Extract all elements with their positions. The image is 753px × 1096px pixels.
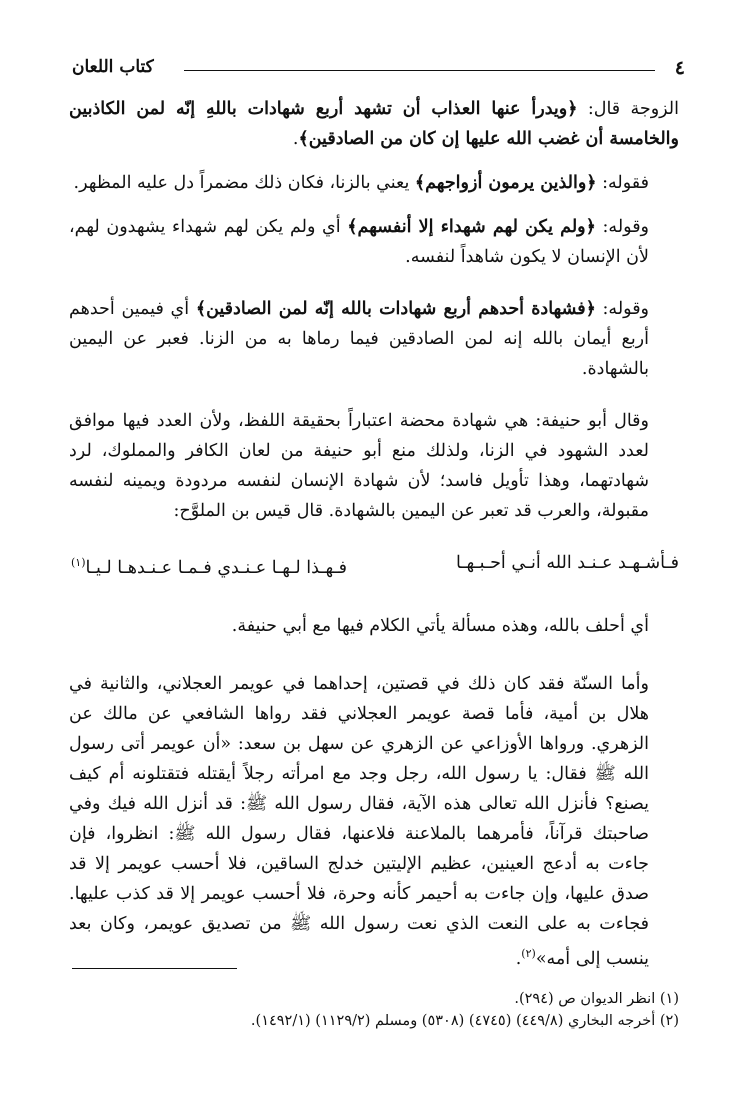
poetry-verse: [69, 548, 679, 583]
verse-second-text: فـهـذا لـهـا عـنـدي فـمـا عـنـدهـا لـيـا: [85, 557, 348, 578]
header-rule: [184, 70, 655, 71]
verse-second-hemistich: [71, 548, 347, 583]
footnotes: [69, 988, 679, 1032]
footnote-ref-2: (٢): [521, 946, 536, 960]
footnote-ref-1: (١): [71, 556, 86, 569]
main-text: [69, 94, 679, 974]
paragraph-tail: .: [292, 129, 299, 149]
quran-quote: ﴿ويدرأ عنها العذاب أن تشهد أربع شهادات باللهِ إنّه لمن الكاذبين والخامسة أن غضب الله عليها إن كان من الصادقين﴾: [69, 99, 679, 149]
paragraph-lead: وقوله:: [595, 299, 650, 319]
quran-quote: ﴿فشهادة أحدهم أربع شهادات بالله إنّه لمن الصادقين﴾: [195, 299, 596, 319]
footnote-1: (١) انظر الديوان ص (٢٩٤).: [514, 991, 679, 1007]
sunnah-end: .: [515, 948, 522, 969]
page-header: [72, 55, 685, 81]
paragraph-2: [69, 168, 679, 198]
running-title: كتاب اللعان: [72, 57, 154, 77]
paragraph-lead: فقوله:: [596, 173, 649, 193]
paragraph-tail: أي فيمين أحدهم أربع أيمان بالله إنه لمن الصادقين فيما رماها به من الزنا. فعبر عن اليمين بالشهادة.: [69, 299, 649, 379]
quran-quote: ﴿ولم يكن لهم شهداء إلا أنفسهم﴾: [347, 217, 596, 237]
paragraph-4: [69, 294, 679, 384]
paragraph-lead: وقوله:: [595, 217, 650, 237]
sunnah-text: وأما السنّة فقد كان ذلك في قصتين، إحداهما في عويمر العجلاني، والثانية في هلال بن أمية، فأما قصة عويمر العجلاني فقد رواها الشافعي عن مالك عن الزهري. ورواها الأوزاعي عن الزهري عن سهل بن سعد: «أن عويمر أتى رسول الله ﷺ فقال: يا رسول الله، رجل وجد مع امرأته رجلاً أيقتله فتقتلونه أم كيف يصنع؟ فأنزل الله تعالى هذه الآية، فقال رسول الله ﷺ: قد أنزل الله فيك وفي صاحبتك قرآناً، فأمرهما بالملاعنة فلاعنها، فقال رسول الله ﷺ: انظروا، فإن جاءت به أدعج العينين، عظيم الإليتين خدلج الساقين، فلا أحسب عويمر إلا قد صدق عليها، وإن جاءت به أحيمر كأنه وحرة، فلا أحسب عويمر إلا قد كذب عليها. فجاءت به على النعت الذي نعت رسول الله ﷺ من تصديق عويمر، وكان بعد ينسب إلى أمه»: [69, 673, 649, 969]
paragraph-tail: أي ولم يكن لهم شهداء يشهدون لهم، لأن الإنسان لا يكون شاهداً لنفسه.: [69, 217, 649, 267]
paragraph-3: [69, 212, 679, 272]
footnote-rule: [72, 968, 237, 969]
paragraph-1: [69, 94, 679, 154]
paragraph-after-verse: أي أحلف بالله، وهذه مسألة يأتي الكلام فيها مع أبي حنيفة.: [231, 615, 649, 636]
footnote-2: (٢) أخرجه البخاري (٤٤٩/٨) (٤٧٤٥) (٥٣٠٨) ومسلم (١١٢٩/٢) (١٤٩٢/١).: [250, 1013, 679, 1029]
verse-first-hemistich: فـأشـهـد عـنـد الله أنـي أحـبـهـا: [456, 553, 679, 573]
paragraph-5: وقال أبو حنيفة: هي شهادة محضة اعتباراً بحقيقة اللفظ، ولأن العدد فيها موافق لعدد الشهود في الزنا، ولذلك منع أبو حنيفة من لعان الكافر والمملوك، لرد شهادتهما، وهذا تأويل فاسد؛ لأن شهادة الإنسان لنفسه مردودة ويمينه لنفسه مقبولة، والعرب قد تعبر عن اليمين بالشهادة. قال قيس بن الملوَّح:: [69, 411, 649, 521]
paragraph-sunnah: [69, 669, 679, 974]
paragraph-lead: الزوجة قال:: [577, 99, 680, 119]
page-number: ٤: [674, 57, 685, 79]
quran-quote: ﴿والذين يرمون أزواجهم﴾: [414, 173, 597, 193]
paragraph-tail: يعني بالزنا، فكان ذلك مضمراً دل عليه المظهر.: [73, 173, 415, 193]
